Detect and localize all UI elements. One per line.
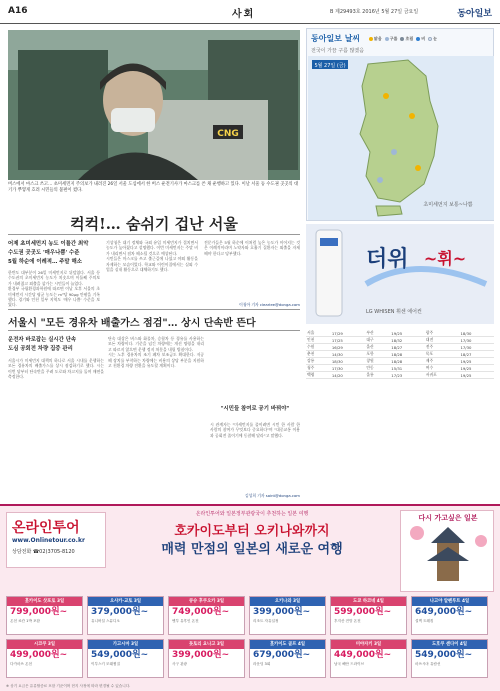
story-column [204, 240, 300, 302]
deal-card[interactable] [87, 596, 164, 635]
weather-row [306, 351, 494, 358]
weather-box [306, 28, 494, 221]
temperature: 16/29 [331, 344, 366, 351]
divider [8, 309, 300, 310]
ad-side-title: 다시 가고싶은 일본 [418, 514, 478, 522]
deal-price: 799,000원~ [10, 607, 68, 617]
temperature: 18/28 [390, 351, 425, 358]
deal-note: 벳부 유후인 온천 [172, 619, 199, 623]
deal-note: 유니버설 스튜디오 [91, 619, 120, 623]
temperature: 18/27 [390, 344, 425, 351]
temperature: 17/30 [459, 344, 494, 351]
deal-title: 홋카이도 삿포로 3일 [7, 597, 82, 606]
legend-item: 구름 [385, 36, 398, 42]
cng-sign: CNG [217, 129, 239, 139]
deal-card[interactable] [330, 596, 407, 635]
legend-item: 흐림 [400, 36, 413, 42]
deal-title: 미야자키 3일 [331, 640, 406, 649]
city-name: 서울 [306, 330, 331, 337]
deal-card[interactable] [411, 639, 488, 678]
ad-tagline-1: 호카이도부터 오키나와까지 [174, 524, 330, 539]
deal-note: 리조트 자유일정 [253, 619, 279, 623]
ad-brand-name: 온라인투어 [12, 520, 80, 536]
deal-card[interactable] [87, 639, 164, 678]
headline: 컥컥!… 숨쉬기 겁난 서울 [70, 215, 238, 233]
city-name: 수원 [306, 344, 331, 351]
deal-price: 379,000원~ [91, 607, 149, 617]
temperature: 18/30 [459, 330, 494, 337]
temperature: 19/25 [459, 358, 494, 365]
city-name: 춘천 [306, 351, 331, 358]
aircon-ad[interactable] [306, 224, 494, 324]
story2-kicker [8, 336, 104, 354]
temperature: 19/25 [390, 330, 425, 337]
city-name: 전주 [425, 344, 460, 351]
page-number: A16 [8, 6, 28, 16]
deal-title: 오사카·교토 3일 [88, 597, 163, 606]
lede-line: 5월 하순에 이례적… 주말 해소 [8, 259, 82, 265]
cloud-icon [385, 37, 389, 41]
kicker-line: 도심 공회전 차량 집중 관리 [8, 346, 73, 352]
deal-card[interactable] [168, 596, 245, 635]
city-name: 안동 [365, 365, 390, 372]
weather-table [306, 330, 494, 379]
sun-icon [369, 37, 373, 41]
ad-tagline-2: 매력 만점의 일본의 새로운 여행 [161, 542, 343, 557]
deal-title: 시코쿠 3일 [7, 640, 82, 649]
temperature: 18/30 [331, 358, 366, 365]
page-header [0, 0, 500, 24]
weather-legend [369, 36, 437, 42]
deal-card[interactable] [6, 639, 83, 678]
issue-date: B 제29493호 2016년 5월 27일 금요일 [330, 9, 419, 15]
lede-block [8, 240, 100, 267]
city-name: 강릉 [306, 358, 331, 365]
deal-card[interactable] [249, 639, 326, 678]
story2-paragraph: 시는 노후 경유차의 조기 폐차 보조금도 확대한다. 저공해 장치를 부착하는 차량에는 비용의 상당 부분을 지원하고 친환경 차량 전환을 유도할 계획이다. [108, 352, 204, 369]
divider [8, 330, 300, 331]
weather-row [306, 372, 494, 379]
temperature: 18/27 [459, 351, 494, 358]
temperature: 17/23 [390, 372, 425, 379]
bus-driver-photo [8, 30, 300, 180]
deal-price: 399,000원~ [172, 650, 230, 660]
deal-title: 도쿄 하코네 4일 [331, 597, 406, 606]
story-column [8, 270, 100, 308]
deal-note: 사구 관광 [172, 662, 188, 666]
temperature: 14/20 [331, 372, 366, 379]
deal-note: 후지산 전망 온천 [334, 619, 361, 623]
legend-item: 맑음 [369, 36, 382, 42]
lede-line: 수도권 곳곳도 '매우나쁨' 수준 [8, 250, 80, 256]
city-name: 백령 [306, 372, 331, 379]
rain-icon [416, 37, 420, 41]
story-paragraph: 시민들은 마스크를 쓰고 출근길에 나섰고 야외 활동을 자제하는 모습이었다. 학교와 어린이집에서는 실외 수업을 실내 활동으로 대체하기도 했다. [106, 256, 198, 273]
city-name: 대전 [425, 337, 460, 344]
ad-mark: ∼휘∼ [424, 249, 467, 268]
section-title: 사회 [232, 9, 256, 20]
story2-paragraph: 시 관계자는 "미세먼지를 줄이려면 시민 한 사람 한 사람의 참여가 무엇보다 중요하다"며 "대중교통 이용과 공회전 줄이기에 동참해 달라"고 말했다. [210, 422, 300, 438]
ad-tag: LG WHISEN 휘센 에어컨 [366, 309, 422, 315]
castle-illustration [401, 511, 495, 593]
temperature: 14/30 [331, 351, 366, 358]
deal-price: 749,000원~ [172, 607, 230, 617]
ad-brand-box [6, 512, 106, 568]
masthead-logo: 동아일보 [457, 9, 492, 19]
deal-card[interactable] [168, 639, 245, 678]
news-photo [8, 30, 300, 180]
deal-note: 이부스키 모래찜질 [91, 662, 120, 666]
photo-caption: 버스에서 마스크 쓰고… 초미세먼지 주의보가 내려진 26일 서울 도심에서 한 버스 운전기사가 마스크를 쓴 채 운행하고 있다. 이날 서울 등 수도권 곳곳의 대기가 뿌옇게 흐려 시민들의 불편이 컸다. [8, 182, 299, 193]
city-name: 여수 [425, 365, 460, 372]
deal-note: 다카마쓰 온천 [10, 662, 32, 666]
deal-title: 큐슈 후쿠오카 3일 [169, 597, 244, 606]
ad-url[interactable]: www.Onlinetour.co.kr [12, 537, 85, 544]
story-column [106, 240, 198, 308]
temperature: 19/25 [459, 365, 494, 372]
divider [8, 234, 300, 235]
deal-title: 도호쿠 센다이 4일 [412, 640, 487, 649]
city-name: 인천 [306, 337, 331, 344]
legend-item: 눈 [428, 36, 437, 42]
map-note: 초미세먼지 보통~나쁨 [423, 202, 473, 208]
deal-card[interactable] [249, 596, 326, 635]
story-paragraph: 전문가들은 5월 하순에 이처럼 높은 농도가 이어지는 것은 이례적이라며 노약자와 호흡기 질환자는 외출을 자제해야 한다고 당부했다. [204, 240, 300, 256]
ad-side-panel [400, 510, 494, 592]
cloud-icon [377, 177, 383, 183]
story-paragraph: 환경부 국립환경과학원에 따르면 이날 오후 서울의 초미세먼지 시간당 평균 농도는 m³당 90μg 안팎을 기록했다. 경기와 인천 일부 지역도 '매우 나쁨' 수준을 보였다. [8, 286, 100, 308]
weather-summary: 전국이 가끔 구름 많겠음 [311, 48, 365, 54]
deal-note: 마쓰시마 유람선 [415, 662, 441, 666]
deal-title: 가고시마 3일 [88, 640, 163, 649]
overcast-icon [400, 37, 404, 41]
deal-title: 홋카이도 골프 4일 [250, 640, 325, 649]
deal-card[interactable] [411, 596, 488, 635]
city-name: 창원 [365, 358, 390, 365]
map-date-tag: 5월 27일 (금) [314, 63, 346, 69]
cloud-icon [391, 149, 397, 155]
sun-icon [415, 165, 421, 171]
city-name: 부산 [365, 330, 390, 337]
snow-icon [428, 37, 432, 41]
deal-note: 남국 해안 드라이브 [334, 662, 365, 666]
deal-price: 599,000원~ [334, 607, 392, 617]
ad-banner: 온라인투어와 일본정부관광국이 추천하는 일본 여행 [195, 511, 309, 517]
deal-price: 399,000원~ [253, 607, 311, 617]
temperature: 17/30 [331, 365, 366, 372]
deal-note: 라운딩 3회 [253, 662, 271, 666]
travel-ad[interactable] [0, 504, 500, 691]
weather-row [306, 344, 494, 351]
story2-paragraph: 단속 대상은 버스와 화물차, 승합차 등 경유를 사용하는 모든 차량이다. 기준을 넘긴 차량에는 개선 명령을 내리고 따르지 않으면 운행 정지 처분을 내릴 방침이다. [108, 336, 204, 352]
deal-price: 449,000원~ [334, 650, 392, 660]
pull-quote: "시민들 참여로 공기 바꿔야" [220, 406, 290, 412]
story2-column [210, 422, 300, 492]
ad-phone[interactable]: 상담전화 ☎02)3705-8120 [12, 549, 75, 555]
legend-item: 비 [416, 36, 425, 42]
deal-title: 오키나와 3일 [250, 597, 325, 606]
temperature: 18/28 [390, 358, 425, 365]
kicker-line: 운전자 바로잡는 실시간 단속 [8, 337, 77, 343]
temperature: 17/30 [459, 337, 494, 344]
city-name: 포항 [365, 351, 390, 358]
weather-row [306, 337, 494, 344]
weather-row [306, 358, 494, 365]
city-name: 제주 [425, 358, 460, 365]
city-name: 목포 [425, 351, 460, 358]
story2-byline: 김성희 기자 saint@donga.com [245, 493, 300, 498]
temperature: 19/25 [459, 372, 494, 379]
city-name: 서귀포 [425, 372, 460, 379]
story-paragraph: 한반도 대부분이 26일 미세먼지로 뒤덮였다. 서울 등 수도권의 초미세먼지 농도가 치솟으며 이틀째 주의보가 내려졌고 외출을 삼가는 시민들이 늘었다. [8, 270, 100, 286]
sun-icon [383, 93, 389, 99]
story2-column [108, 336, 204, 498]
story-paragraph: 기상청은 대기 정체와 국외 유입 미세먼지가 겹치면서 농도가 높아졌다고 설명했다. 이번 미세먼지는 주말 비가 내리면서 점차 해소될 것으로 예상된다. [106, 240, 198, 256]
deal-card[interactable] [6, 596, 83, 635]
city-name: 울릉 [365, 372, 390, 379]
deal-price: 549,000원~ [91, 650, 149, 660]
lede-line: 어제 초미세먼지 농도 이틀간 최악 [8, 241, 89, 247]
deal-title: 돗토리 요나고 3일 [169, 640, 244, 649]
deal-title: 나고야 알펜루트 4일 [412, 597, 487, 606]
story2-paragraph: 서울시가 미세먼지 대책의 하나로 서울 시내를 운행하는 모든 경유차의 배출가스를 상시 점검하기로 했다. 시는 이번 달부터 단속반을 꾸려 도로와 차고지를 돌며 매연을 측정한다. [8, 358, 104, 380]
city-name: 광주 [425, 330, 460, 337]
weather-title: 동아일보 날씨 [311, 34, 361, 43]
deal-price: 679,000원~ [253, 650, 311, 660]
weather-row [306, 365, 494, 372]
sun-icon [409, 113, 415, 119]
temperature: 17/25 [331, 337, 366, 344]
deal-note: 온천 료칸 1박 포함 [10, 619, 41, 623]
city-name: 청주 [306, 365, 331, 372]
deal-price: 499,000원~ [10, 650, 68, 660]
city-name: 울산 [365, 344, 390, 351]
deal-card[interactable] [330, 639, 407, 678]
story2-headline: 서울시 "모든 경유차 배출가스 점검"… 상시 단속반 뜬다 [8, 318, 256, 329]
ad-brand: 더위 [366, 247, 409, 272]
korea-weather-map [308, 56, 494, 220]
temperature: 18/32 [390, 337, 425, 344]
temperature: 17/29 [331, 330, 366, 337]
city-name: 대구 [365, 337, 390, 344]
deal-note: 설벽 트레킹 [415, 619, 434, 623]
deal-price: 549,000원~ [415, 650, 473, 660]
byline: 이청아 기자 clearlee@donga.com [239, 302, 300, 307]
temperature: 15/31 [390, 365, 425, 372]
ad-footer: ※ 상기 요금은 유류할증료 포함 기준이며 현지 사정에 따라 변경될 수 있습니다. [6, 684, 131, 688]
deal-price: 649,000원~ [415, 607, 473, 617]
story2-column [8, 358, 104, 498]
